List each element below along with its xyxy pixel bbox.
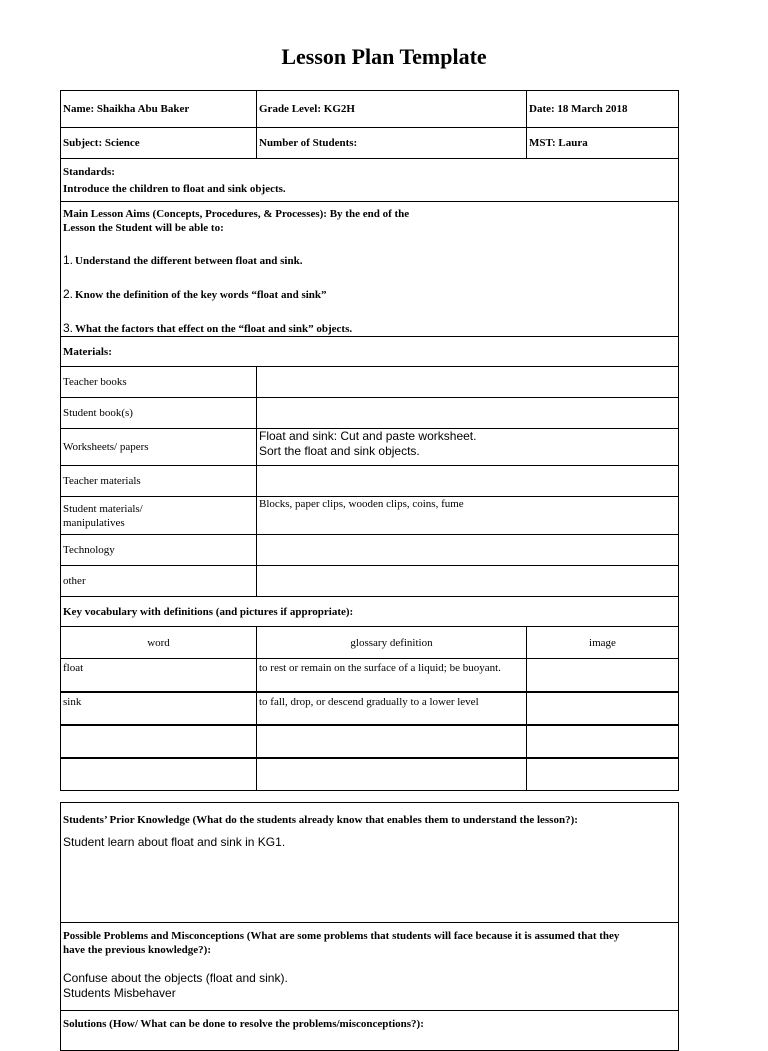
materials-row-value (257, 429, 679, 466)
vocab-image (527, 725, 679, 758)
solutions-section (61, 1011, 679, 1051)
vocab-word: float (61, 659, 257, 692)
problems-label-line1: Possible Problems and Misconceptions (What are some problems that students will face because it is assumed that they (63, 930, 620, 942)
name-cell: Name: Shaikha Abu Baker (61, 91, 257, 128)
solutions-label: Solutions (How/ What can be done to resolve the problems/misconceptions?): (63, 1018, 424, 1030)
aim-text: Understand the different between float and sink. (75, 255, 303, 267)
standards-label: Standards: (63, 166, 115, 178)
aim-number: 3. (63, 321, 74, 335)
aim-text: What the factors that effect on the “float and sink” objects. (75, 323, 353, 335)
worksheet-line: Sort the float and sink objects. (259, 444, 420, 458)
vocab-header-definition: glossary definition (257, 627, 527, 659)
number-of-students-cell: Number of Students: (257, 128, 527, 159)
prior-knowledge-table (60, 802, 679, 1051)
aim-item (63, 253, 676, 268)
vocab-definition (257, 725, 527, 758)
vocabulary-label: Key vocabulary with definitions (and pictures if appropriate): (61, 597, 679, 627)
materials-row-label: other (61, 566, 257, 597)
aims-label-line2: Lesson the Student will be able to: (63, 222, 224, 234)
materials-row-value (257, 367, 679, 398)
vocab-definition: to fall, drop, or descend gradually to a lower level (257, 692, 527, 725)
materials-label: Materials: (61, 337, 679, 367)
materials-row-label (61, 497, 257, 535)
standards-text: Introduce the children to float and sink objects. (63, 183, 286, 195)
materials-row-label: Teacher books (61, 367, 257, 398)
grade-level-cell: Grade Level: KG2H (257, 91, 527, 128)
materials-row-value (257, 398, 679, 429)
vocab-word (61, 758, 257, 791)
materials-row-label: Worksheets/ papers (61, 429, 257, 466)
worksheet-line: Float and sink: Cut and paste worksheet. (259, 429, 477, 443)
vocab-word (61, 725, 257, 758)
problems-label-line2: have the previous knowledge?): (63, 944, 211, 956)
page-title: Lesson Plan Template (281, 44, 487, 69)
problems-section (61, 923, 679, 1011)
mst-cell: MST: Laura (527, 128, 679, 159)
label-line: manipulatives (63, 517, 125, 529)
aim-item (63, 321, 676, 336)
vocab-header-word: word (61, 627, 257, 659)
standards-section (61, 159, 679, 202)
aim-text: Know the definition of the key words “float and sink” (75, 289, 327, 301)
vocab-definition (257, 758, 527, 791)
aim-number: 1. (63, 253, 74, 267)
problems-text-line1: Confuse about the objects (float and sink). (63, 971, 288, 985)
problems-text-line2: Students Misbehaver (63, 986, 176, 1000)
lesson-aims-section (61, 202, 679, 337)
materials-row-value (257, 566, 679, 597)
vocab-header-image: image (527, 627, 679, 659)
subject-cell: Subject: Science (61, 128, 257, 159)
label-line: Student materials/ (63, 503, 143, 515)
prior-knowledge-section (61, 803, 679, 923)
lesson-plan-table (60, 90, 679, 791)
vocab-image (527, 758, 679, 791)
vocab-word: sink (61, 692, 257, 725)
materials-row-value: Blocks, paper clips, wooden clips, coins, fume (257, 497, 679, 535)
vocab-image (527, 692, 679, 725)
aim-item (63, 287, 676, 302)
prior-knowledge-label: Students’ Prior Knowledge (What do the students already know that enables them to understand the lesson?): (63, 814, 578, 826)
materials-row-value (257, 466, 679, 497)
materials-row-label: Technology (61, 535, 257, 566)
materials-row-value (257, 535, 679, 566)
date-cell: Date: 18 March 2018 (527, 91, 679, 128)
prior-knowledge-text: Student learn about float and sink in KG1. (63, 835, 286, 849)
aims-label-line1: Main Lesson Aims (Concepts, Procedures, & Processes): By the end of the (63, 208, 410, 220)
vocab-definition: to rest or remain on the surface of a liquid; be buoyant. (257, 659, 527, 692)
materials-row-label: Teacher materials (61, 466, 257, 497)
vocab-image (527, 659, 679, 692)
materials-row-label: Student book(s) (61, 398, 257, 429)
aim-number: 2. (63, 287, 74, 301)
